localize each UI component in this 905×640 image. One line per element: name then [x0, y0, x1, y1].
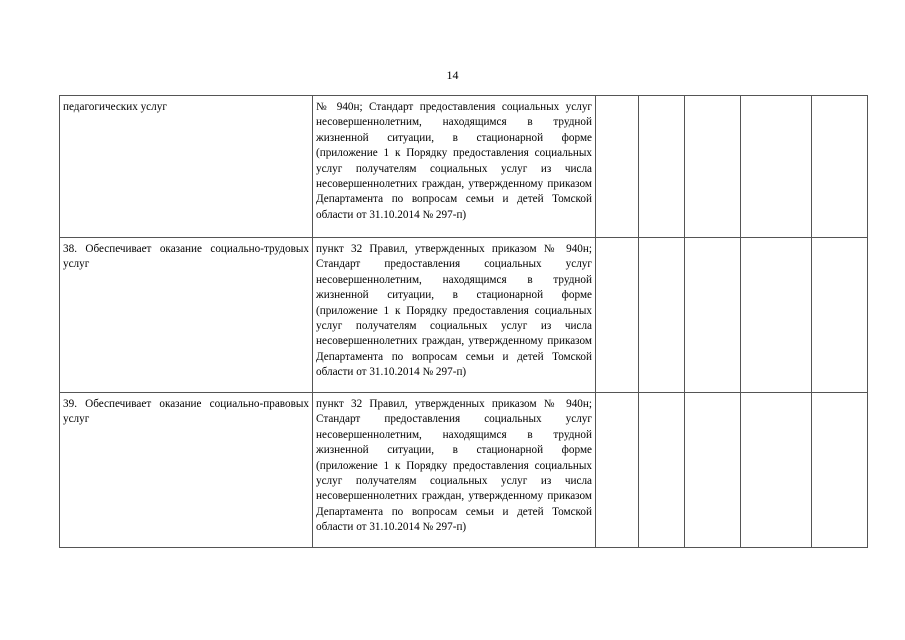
legal-basis-cell: пункт 32 Правил, утвержденных приказом № 940н; Стандарт предоставления социальных услуг несовершеннолетним, находящимся в трудной жизненной ситуации, в стационарной форме (приложение 1 к Порядку предоставления социальных услуг получателям социальных услуг из числа несовершеннолетних граждан, утвержденному приказом Департамента по вопросам семьи и детей Томской области от 31.10.2014 № 297-п): [313, 393, 596, 548]
empty-cell: [596, 96, 639, 238]
legal-basis-cell: № 940н; Стандарт предоставления социальных услуг несовершеннолетним, находящимся в трудной жизненной ситуации, в стационарной форме (приложение 1 к Порядку предоставления социальных услуг получателям социальных услуг из числа несовершеннолетних граждан, утвержденному приказом Департамента по вопросам семьи и детей Томской области от 31.10.2014 № 297-п): [313, 96, 596, 238]
empty-cell: [741, 238, 812, 393]
empty-cell: [812, 393, 868, 548]
empty-cell: [596, 238, 639, 393]
service-cell: 39. Обеспечивает оказание социально-правовых услуг: [60, 393, 313, 548]
requirements-table: [59, 95, 868, 548]
empty-cell: [639, 238, 685, 393]
table-row: [60, 238, 868, 393]
page-number: 14: [446, 68, 459, 82]
empty-cell: [639, 393, 685, 548]
legal-basis-cell: пункт 32 Правил, утвержденных приказом № 940н; Стандарт предоставления социальных услуг несовершеннолетним, находящимся в трудной жизненной ситуации, в стационарной форме (приложение 1 к Порядку предоставления социальных услуг получателям социальных услуг из числа несовершеннолетних граждан, утвержденному приказом Департамента по вопросам семьи и детей Томской области от 31.10.2014 № 297-п): [313, 238, 596, 393]
table-row: [60, 96, 868, 238]
empty-cell: [685, 238, 741, 393]
service-cell: педагогических услуг: [60, 96, 313, 238]
empty-cell: [812, 238, 868, 393]
service-cell: 38. Обеспечивает оказание социально-трудовых услуг: [60, 238, 313, 393]
empty-cell: [741, 393, 812, 548]
empty-cell: [812, 96, 868, 238]
empty-cell: [741, 96, 812, 238]
table-row: [60, 393, 868, 548]
empty-cell: [596, 393, 639, 548]
empty-cell: [639, 96, 685, 238]
empty-cell: [685, 96, 741, 238]
empty-cell: [685, 393, 741, 548]
